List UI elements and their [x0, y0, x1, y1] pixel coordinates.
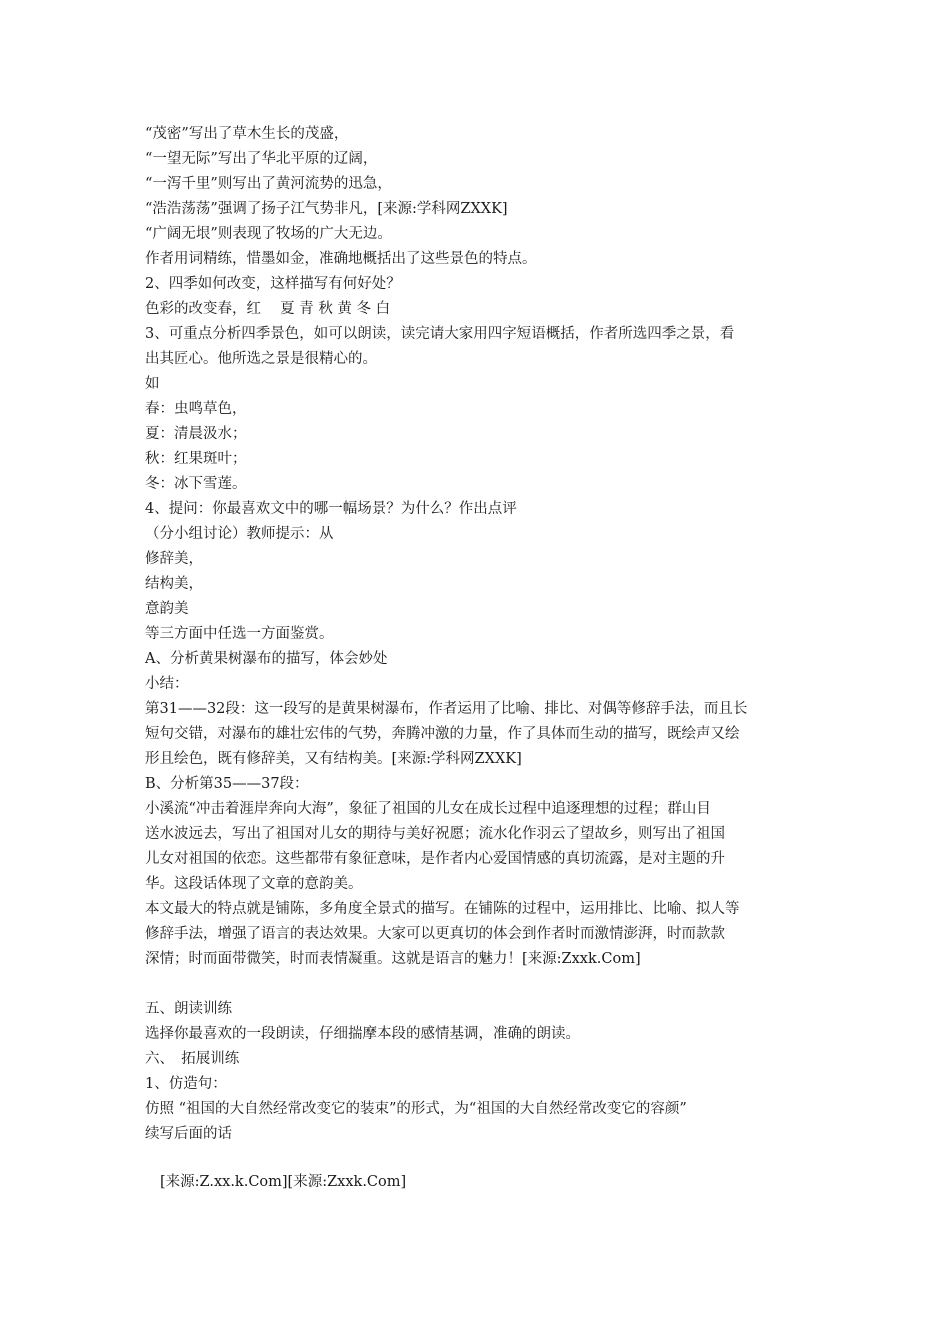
text-line: “一望无际”写出了华北平原的辽阔， [145, 151, 378, 167]
text-line: 短句交错，对瀑布的雄壮宏伟的气势，奔腾冲激的力量，作了具体而生动的描写，既绘声又绘 [145, 726, 740, 742]
text-line: 深情；时而面带微笑，时而表情凝重。这就是语言的魅力！[来源:Zxxk.Com] [145, 951, 641, 967]
season-item-summer: 夏：清晨汲水； [145, 426, 247, 442]
text-line: 小溪流“冲击着涯岸奔向大海”，象征了祖国的儿女在成长过程中追逐理想的过程；群山目 [145, 801, 711, 817]
text-line: 第31——32段：这一段写的是黄果树瀑布，作者运用了比喻、排比、对偶等修辞手法，而且长 [145, 701, 748, 717]
text-line: 送水波远去，写出了祖国对儿女的期待与美好祝愿；流水化作羽云了望故乡，则写出了祖国 [145, 826, 725, 842]
season-item-winter: 冬：冰下雪莲。 [145, 476, 247, 492]
text-line: 意韵美 [145, 601, 189, 617]
text-line: “浩浩荡荡”强调了扬子江气势非凡，[来源:学科网ZXXK] [145, 201, 508, 217]
section-six-heading: 六、 拓展训练 [145, 1051, 240, 1067]
section-a-heading: A、分析黄果树瀑布的描写，体会妙处 [145, 651, 388, 667]
document-body [145, 122, 817, 1147]
text-line: 色彩的改变春，红 夏 青 秋 黄 冬 白 [145, 301, 391, 317]
source-note: [来源:Z.xx.k.Com][来源:Zxxk.Com] [160, 1174, 407, 1190]
text-line: 华。这段话体现了文章的意韵美。 [145, 876, 363, 892]
exercise-heading: 1、仿造句： [145, 1076, 227, 1092]
text-line: 等三方面中任选一方面鉴赏。 [145, 626, 334, 642]
text-line: 儿女对祖国的依恋。这些都带有象征意味，是作者内心爱国情感的真切流露，是对主题的升 [145, 851, 725, 867]
season-item-spring: 春：虫鸣草色， [145, 401, 247, 417]
text-line: 本文最大的特点就是铺陈，多角度全景式的描写。在铺陈的过程中，运用排比、比喻、拟人等 [145, 901, 740, 917]
text-line: 续写后面的话 [145, 1126, 232, 1142]
text-line: “广阔无垠”则表现了牧场的广大无边。 [145, 226, 392, 242]
question-heading: 2、四季如何改变，这样描写有何好处？ [145, 276, 401, 292]
question-heading: 4、提问：你最喜欢文中的哪一幅场景？为什么？作出点评 [145, 501, 517, 517]
text-line: 小结： [145, 676, 189, 692]
text-line: 形且绘色，既有修辞美，又有结构美。[来源:学科网ZXXK] [145, 751, 522, 767]
section-b-heading: B、分析第35——37段： [145, 776, 309, 792]
text-line: “一泻千里”则写出了黄河流势的迅急， [145, 176, 392, 192]
text-line: 修辞美， [145, 551, 203, 567]
text-line: 出其匠心。他所选之景是很精心的。 [145, 351, 377, 367]
question-heading: 3、可重点分析四季景色，如可以朗读，读完请大家用四字短语概括，作者所选四季之景，看 [145, 326, 735, 342]
text-line: 选择你最喜欢的一段朗读，仔细揣摩本段的感情基调，准确的朗读。 [145, 1026, 580, 1042]
section-five-heading: 五、朗读训练 [145, 1001, 232, 1017]
blank-line [145, 972, 817, 997]
text-line: （分小组讨论）教师提示：从 [145, 526, 334, 542]
text-line: 作者用词精练，惜墨如金，准确地概括出了这些景色的特点。 [145, 251, 537, 267]
text-line: 如 [145, 376, 160, 392]
season-item-autumn: 秋：红果斑叶； [145, 451, 247, 467]
text-line: 仿照 “祖国的大自然经常改变它的装束”的形式，为“祖国的大自然经常改变它的容颜” [145, 1101, 687, 1117]
text-line: 结构美， [145, 576, 203, 592]
text-line: “茂密”写出了草木生长的茂盛， [145, 126, 349, 142]
text-line: 修辞手法，增强了语言的表达效果。大家可以更真切的体会到作者时而激情澎湃，时而款款 [145, 926, 725, 942]
